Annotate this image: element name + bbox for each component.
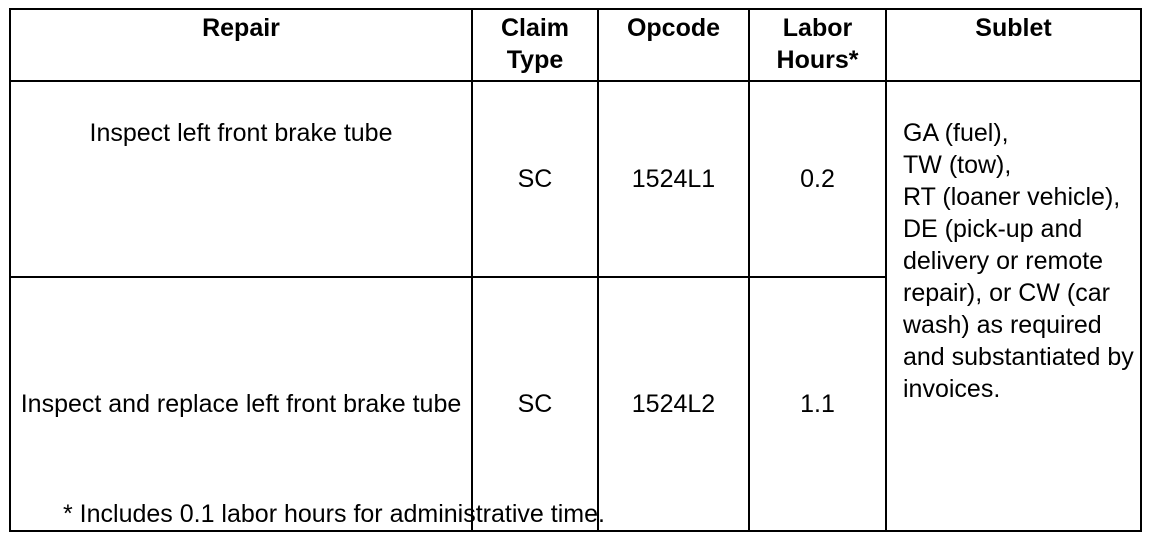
labor-hours-cell: 1.1	[749, 277, 886, 531]
table-row	[10, 81, 1141, 277]
header-labor-hours-text: Labor Hours*	[776, 14, 859, 74]
footnote: * Includes 0.1 labor hours for administrative time.	[63, 500, 605, 528]
header-sublet: Sublet	[886, 9, 1141, 81]
labor-hours-cell: 0.2	[749, 81, 886, 277]
claim-type-cell: SC	[472, 81, 598, 277]
sublet-cell: GA (fuel), TW (tow), RT (loaner vehicle), DE (pick-up and delivery or remote repair), or CW (car wash) as required and substantiated by invoices.	[886, 81, 1141, 531]
header-labor-hours	[749, 9, 886, 81]
opcode-cell: 1524L1	[598, 81, 749, 277]
repair-cell: Inspect left front brake tube	[10, 81, 472, 277]
header-opcode: Opcode	[598, 9, 749, 81]
repair-table	[9, 8, 1142, 532]
header-claim-type-text: Claim Type	[500, 14, 570, 74]
header-claim-type	[472, 9, 598, 81]
header-repair: Repair	[10, 9, 472, 81]
opcode-cell: 1524L2	[598, 277, 749, 531]
claim-type-cell: SC	[472, 277, 598, 531]
repair-cell	[10, 277, 472, 531]
repair-cell-text: Inspect and replace left front brake tube	[20, 390, 462, 418]
header-row	[10, 9, 1141, 81]
